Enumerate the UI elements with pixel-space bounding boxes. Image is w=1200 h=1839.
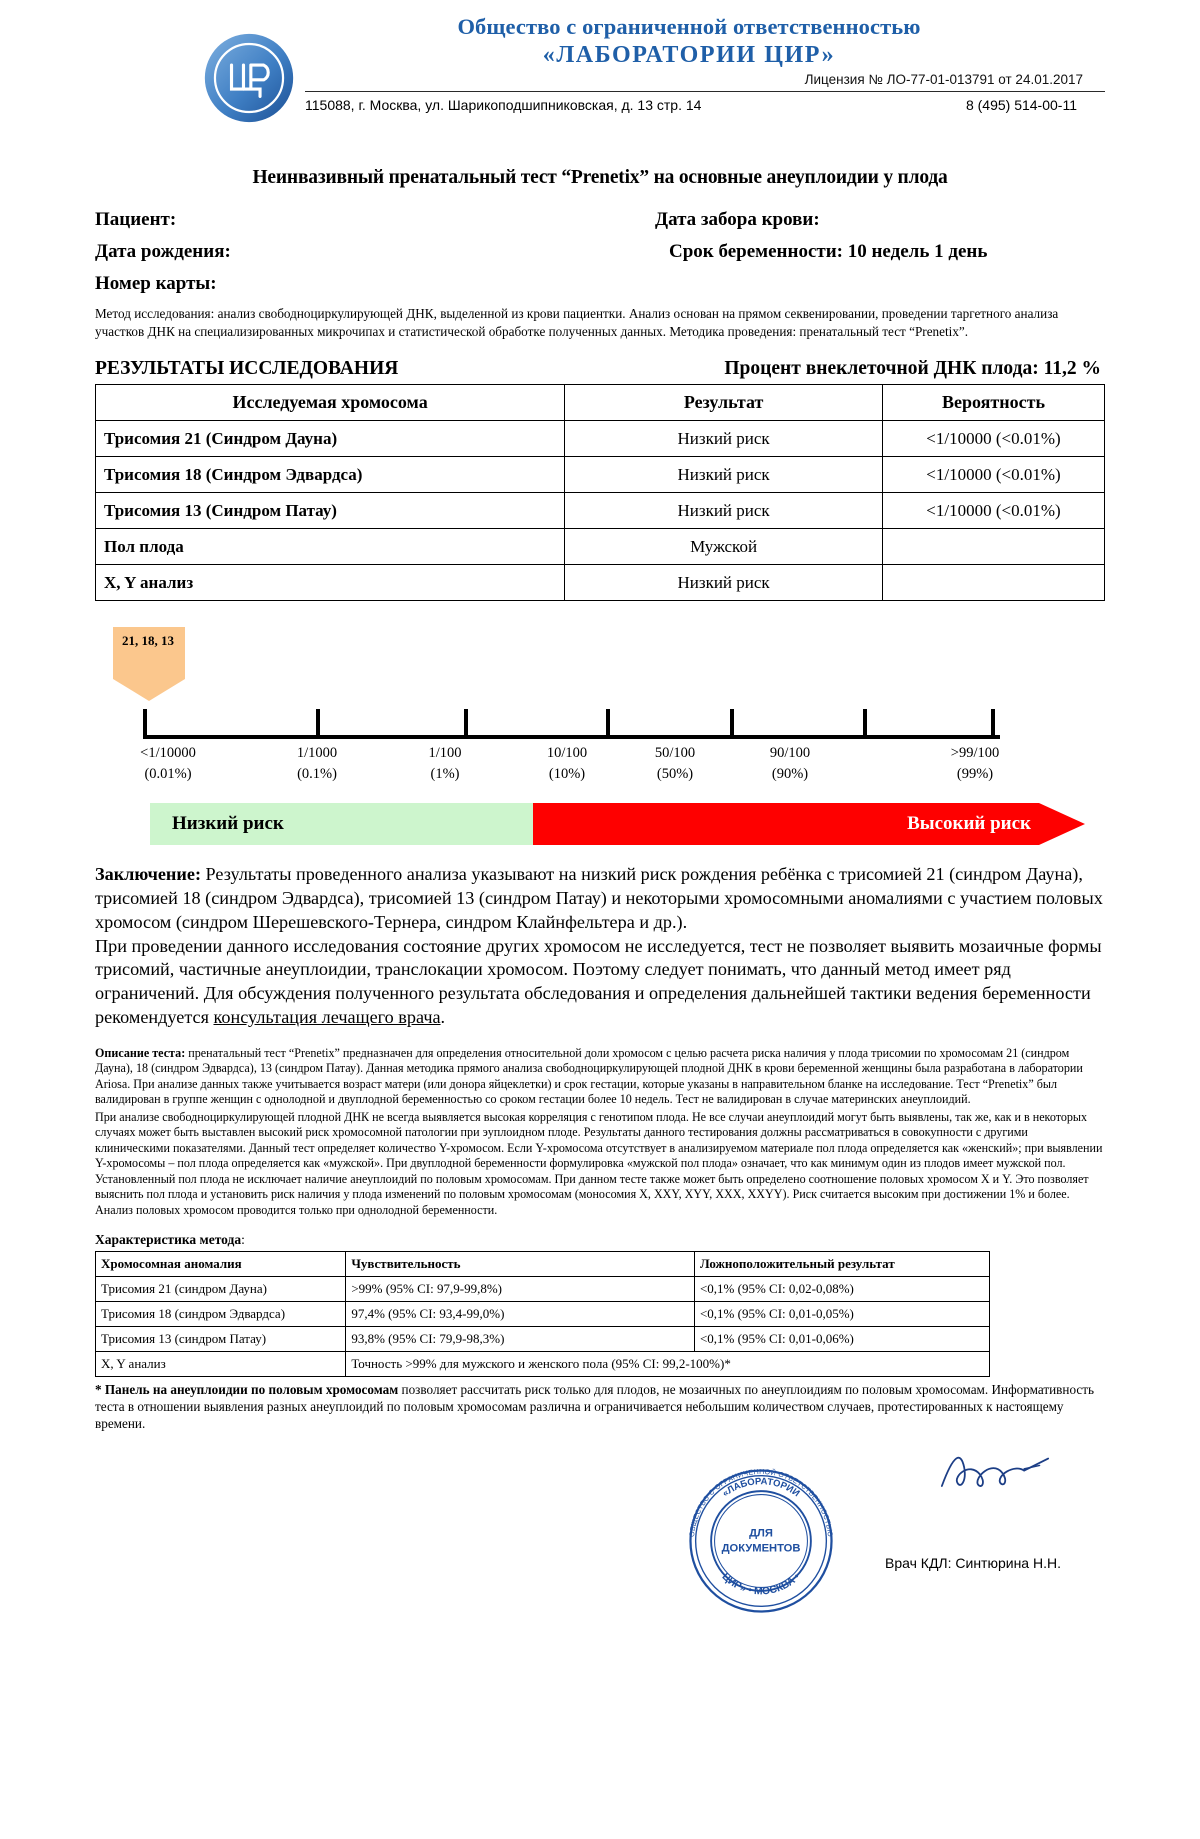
axis-label — [951, 743, 999, 785]
characteristics-label: Характеристика метода — [95, 1232, 242, 1248]
gestation-field — [655, 241, 1105, 263]
cell-sensitivity: 97,4% (95% CI: 93,4-99,0%) — [346, 1302, 695, 1327]
risk-marker-pointer-icon — [113, 679, 185, 701]
report-page — [95, 0, 1105, 1627]
axis-label-ratio: 50/100 — [654, 745, 696, 762]
cell-sensitivity: >99% (95% CI: 97,9-99,8%) — [346, 1277, 695, 1302]
conclusion-paragraph-1 — [95, 863, 1105, 935]
axis-tick — [316, 709, 320, 735]
conclusion-text-2a: При проведении данного исследования состояние других хромосом не исследуется, тест не позволяет выявить мозаичные формы трисомий, частичные анеуплоидии, транслокации хромосом. Поэтому следует понимать, что данный метод имеет ряд ограничений. Для обсуждения полученного результата обследования и определения дальнейшей тактики ведения беременности рекомендуется — [95, 935, 1102, 1028]
footnote-block — [95, 1381, 1105, 1432]
patient-birth-label: Дата рождения: — [95, 241, 231, 262]
cell-probability: <1/10000 (<0.01%) — [883, 421, 1105, 457]
cell-false-positive: <0,1% (95% CI: 0,01-0,05%) — [694, 1302, 989, 1327]
axis-label-percent: (0.01%) — [144, 766, 192, 783]
risk-axis-line — [143, 735, 1000, 739]
patient-name-label: Пациент: — [95, 209, 177, 230]
characteristics-header-row — [96, 1252, 990, 1277]
description-paragraph-1 — [95, 1046, 1105, 1108]
axis-label — [547, 743, 587, 785]
org-name-line2: «ЛАБОРАТОРИИ ЦИР» — [542, 41, 836, 68]
fetal-dna-label: Процент внеклеточной ДНК плода: — [724, 358, 1039, 380]
cell-result: Низкий риск — [565, 493, 883, 529]
patient-card-value — [655, 273, 1105, 295]
description-label: Описание теста: — [95, 1046, 186, 1060]
conclusion-paragraph-2 — [95, 935, 1105, 1030]
axis-label — [140, 743, 196, 785]
test-description-block — [95, 1046, 1105, 1218]
patient-card-label: Номер карты: — [95, 273, 217, 294]
footnote-rest: позволяет рассчитать риск только для плодов, не мозаичных по анеуплоидиям по половым хромосомам. Информативность теста в отношении выявления разных анеуплоидий по половым хромосомам различна и ограничивается небольшим количеством случаев, протестированных к настоящему времени. — [95, 1382, 1095, 1432]
results-heading: РЕЗУЛЬТАТЫ ИССЛЕДОВАНИЯ — [95, 358, 399, 380]
stamp-center-line2: ДОКУМЕНТОВ — [721, 1541, 801, 1554]
patient-row-birth — [95, 241, 1105, 263]
method-description: Метод исследования: анализ свободноциркулирующей ДНК, выделенной из крови пациентки. Анализ основан на прямом секвенировании, проведении таргетного анализа участков ДНК на специализированных микрочипах и статистической обработке полученных данных. Методика проведения: пренатальный тест “Prenetix”. — [95, 306, 1059, 339]
results-table — [95, 384, 1105, 601]
axis-label — [655, 743, 695, 785]
axis-label-percent: (99%) — [956, 766, 994, 783]
cell-probability — [883, 565, 1105, 601]
fetal-dna-value: 11,2 % — [1043, 358, 1101, 380]
gestation-label: Срок беременности: — [669, 241, 843, 262]
conclusion-text-2b: . — [440, 1007, 446, 1028]
axis-label — [428, 743, 461, 785]
stamp-bottom-arc: ЦИР» • МОСКВА • — [719, 1570, 803, 1598]
stamp-center-line1: ДЛЯ — [749, 1527, 773, 1540]
phone-number: 8 (495) 514-00-11 — [965, 97, 1077, 114]
cell-probability — [883, 529, 1105, 565]
patient-info-block — [95, 209, 1105, 295]
conclusion-text-1: Результаты проведенного анализа указывают на низкий риск рождения ребёнка с трисомией 21 (синдром Дауна), трисомией 18 (синдром Эдвардса), трисомией 13 (синдром Патау) и некоторыми хромосомными аномалиями с участием половых хромосом (синдром Шерешевского-Тернера, синдром Клайнфельтера и др.). — [95, 864, 1103, 932]
axis-label-percent: (1%) — [430, 766, 460, 783]
conclusion-block — [95, 863, 1105, 1030]
document-header — [95, 14, 1105, 129]
axis-label-ratio: 1/100 — [428, 745, 462, 762]
cell-probability: <1/10000 (<0.01%) — [883, 457, 1105, 493]
axis-tick — [606, 709, 610, 735]
footnote-bold: * Панель на анеуплоидии по половым хромосомам — [95, 1382, 399, 1398]
description-paragraph-2: При анализе свободноциркулирующей плодной ДНК не всегда выявляется высокая корреляция с генотипом плода. Не все случаи анеуплоидий могут быть выявлены, так же, как и в некоторых случаях может быть выставлен высокий риск хромосомной патологии при эуплоидном плоде. Результаты данного тестирования должны рассматриваться в совокупности с другими клиническими показателями. Данный тест определяет количество Y-хромосом. Если Y-хромосома отсутствует в анализируемом материале пол плода определяется как «женский»; при выявлении Y-хромосомы – пол плода определяется как «мужской». При двуплодной беременности формулировка «мужской пол плода» означает, что как минимум один из плодов имеет мужской пол. Установленный пол плода не исключает наличие анеуплоидий по половым хромосомам. При данном тесте также может быть определено соотношение половых хромосом X и Y. Это позволяет выяснить пол плода и установить риск наличия у плода изменений по половым хромосомам (моносомия X, XXY, XYY, XXX, XXYY). Риск считается высоким при достижении 1% и более. Анализ половых хромосом проводится только при однолодной беременности. — [95, 1109, 1103, 1217]
license-number: Лицензия № ЛО-77-01-013791 от 24.01.2017 — [804, 72, 1083, 88]
high-risk-band — [533, 803, 1085, 845]
address-bar — [305, 91, 1105, 113]
cell-chromosome: Пол плода — [96, 529, 565, 565]
cell-chromosome: Трисомия 21 (Синдром Дауна) — [96, 421, 565, 457]
table-row — [96, 1277, 990, 1302]
axis-tick — [863, 709, 867, 735]
header-text-block — [307, 14, 1105, 113]
table-row — [96, 565, 1105, 601]
cell-probability: <1/10000 (<0.01%) — [883, 493, 1105, 529]
axis-label-ratio: <1/10000 — [140, 745, 196, 762]
col-result: Результат — [565, 385, 883, 421]
high-risk-band-label: Высокий риск — [533, 803, 1039, 845]
axis-label-ratio: 90/100 — [769, 745, 811, 762]
results-header-row — [96, 385, 1105, 421]
signature-icon — [935, 1447, 1055, 1501]
axis-label-ratio: 10/100 — [546, 745, 588, 762]
blood-date-label: Дата забора крови: — [655, 209, 820, 230]
risk-marker — [113, 627, 185, 701]
risk-bands — [150, 803, 1085, 845]
risk-scale-chart — [95, 627, 1105, 857]
table-row — [96, 493, 1105, 529]
cell-false-positive: <0,1% (95% CI: 0,02-0,08%) — [694, 1277, 989, 1302]
col-chromosome: Исследуемая хромосома — [96, 385, 565, 421]
axis-label-ratio: >99/100 — [950, 745, 1000, 762]
table-row — [96, 1302, 990, 1327]
cell-anomaly: X, Y анализ — [96, 1352, 346, 1377]
cell-sensitivity: Точность >99% для мужского и женского пола (95% CI: 99,2-100%)* — [346, 1352, 990, 1377]
risk-marker-label: 21, 18, 13 — [113, 627, 185, 679]
axis-tick — [464, 709, 468, 735]
table-row — [96, 529, 1105, 565]
patient-row-card — [95, 273, 1105, 295]
stamp-mid-text: «ЛАБОРАТОРИИ — [720, 1475, 802, 1499]
official-stamp-icon — [675, 1455, 847, 1627]
page-title: Неинвазивный пренатальный тест “Prenetix” на основные анеуплоидии у плода — [252, 167, 948, 188]
axis-label-percent: (90%) — [771, 766, 809, 783]
cell-anomaly: Трисомия 13 (синдром Патау) — [96, 1327, 346, 1352]
cell-false-positive: <0,1% (95% CI: 0,01-0,06%) — [694, 1327, 989, 1352]
cell-sensitivity: 93,8% (95% CI: 79,9-98,3%) — [346, 1327, 695, 1352]
gestation-value: 10 недель 1 день — [847, 241, 988, 262]
axis-label-ratio: 1/1000 — [296, 745, 338, 762]
logo-container — [203, 14, 307, 129]
svg-text:ЦИР» • МОСКВА • — [720, 1571, 803, 1597]
table-row — [96, 421, 1105, 457]
cell-result: Мужской — [565, 529, 883, 565]
axis-tick — [991, 709, 995, 735]
axis-label-percent: (0.1%) — [297, 766, 337, 783]
cell-result: Низкий риск — [565, 421, 883, 457]
col-anomaly: Хромосомная аномалия — [96, 1252, 346, 1277]
axis-tick — [730, 709, 734, 735]
table-row — [96, 457, 1105, 493]
characteristics-table — [95, 1251, 990, 1377]
doctor-name: Врач КДЛ: Синтюрина Н.Н. — [885, 1554, 1061, 1571]
description-text-1: пренатальный тест “Prenetix” предназначен для определения относительной доли хромосом с целью расчета риска наличия у плода трисомии по хромосомам 21 (синдром Дауна), 18 (синдром Эдвардса), 13 (синдром Патау). Данная методика прямого анализа свободноциркулирующей плодной ДНК в крови беременной женщины была разработана в лаборатории Ariosa. При анализе данных также учитывается возраст матери (или донора яйцеклетки) и срок гестации, которые указаны в направительном бланке на исследование. Тест “Prenetix” был валидирован в группе женщин с однолодной и двуплодной беременностью со сроком гестации более 10 недель. Тест не валидирован в случае материнских анеуплоидий. — [95, 1046, 1083, 1107]
high-risk-arrow-icon — [1039, 803, 1085, 845]
col-false-positive: Ложноположительный результат — [694, 1252, 989, 1277]
address-text: 115088, г. Москва, ул. Шарикоподшипниковская, д. 13 стр. 14 — [305, 97, 702, 114]
table-row — [96, 1352, 990, 1377]
col-sensitivity: Чувствительность — [346, 1252, 695, 1277]
low-risk-band: Низкий риск — [150, 803, 533, 845]
cell-chromosome: X, Y анализ — [96, 565, 565, 601]
risk-axis-labels — [95, 743, 1105, 789]
patient-row-name — [95, 209, 1105, 231]
results-heading-row — [95, 358, 1105, 380]
cell-result: Низкий риск — [565, 565, 883, 601]
risk-axis-ticks — [143, 709, 1000, 735]
fetal-dna-fraction — [625, 358, 1105, 380]
characteristics-heading — [95, 1232, 1105, 1248]
cell-anomaly: Трисомия 21 (синдром Дауна) — [96, 1277, 346, 1302]
cell-chromosome: Трисомия 18 (Синдром Эдвардса) — [96, 457, 565, 493]
axis-label — [297, 743, 337, 785]
table-row — [96, 1327, 990, 1352]
cell-chromosome: Трисомия 13 (Синдром Патау) — [96, 493, 565, 529]
axis-label-percent: (50%) — [656, 766, 694, 783]
col-probability: Вероятность — [883, 385, 1105, 421]
signature-area — [95, 1437, 1105, 1627]
conclusion-label: Заключение: — [95, 864, 201, 885]
cell-result: Низкий риск — [565, 457, 883, 493]
cell-anomaly: Трисомия 18 (синдром Эдвардса) — [96, 1302, 346, 1327]
org-name-line1: Общество с ограниченной ответственностью — [457, 14, 921, 39]
axis-label — [770, 743, 810, 785]
consultation-underlined: консультация лечащего врача — [213, 1007, 441, 1028]
stamp-outer-text: ОБЩЕСТВО С ОГРАНИЧЕННОЙ ОТВЕТСТВЕННОСТЬЮ — [688, 1468, 834, 1538]
axis-label-percent: (10%) — [548, 766, 586, 783]
cir-logo-icon — [203, 32, 295, 124]
characteristics-colon: : — [241, 1232, 245, 1248]
axis-tick — [143, 709, 147, 735]
